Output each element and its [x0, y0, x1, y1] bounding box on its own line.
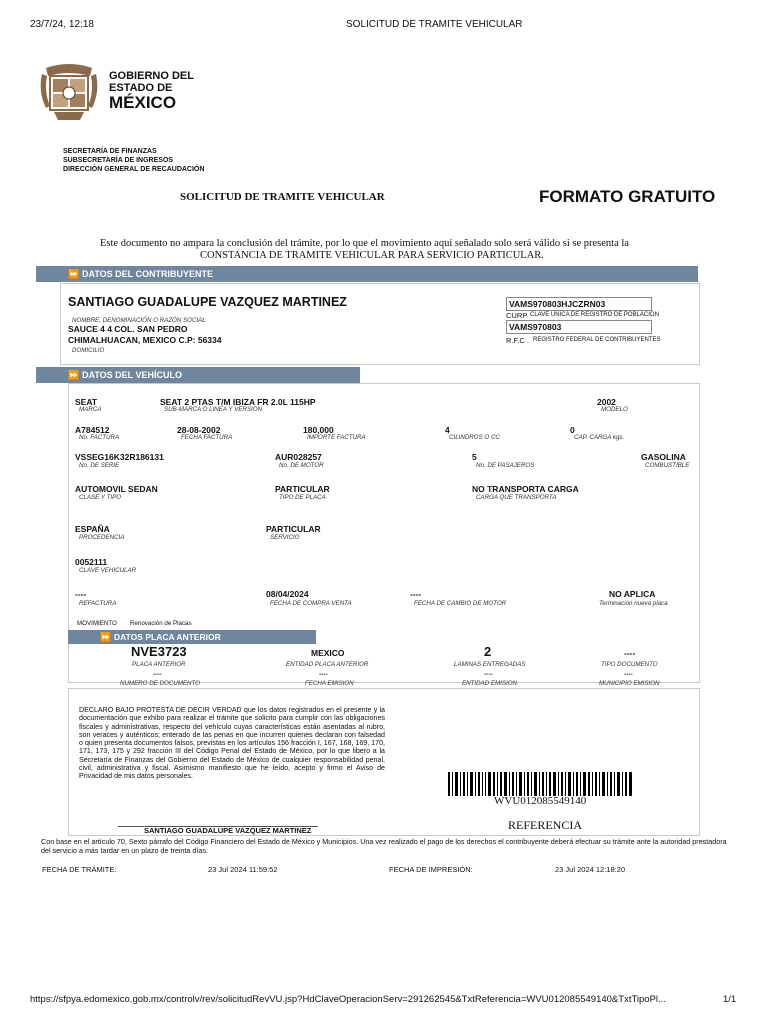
tipo-doc-label: TIPO DOCUMENTO — [601, 661, 658, 668]
document-title: SOLICITUD DE TRAMITE VEHICULAR — [180, 191, 385, 203]
curp-label-short: CURP — [506, 311, 528, 320]
entidad-label: ENTIDAD PLACA ANTERIOR — [286, 661, 369, 668]
fecha-tramite-value: 23 Jul 2024 11:59:52 — [208, 865, 278, 874]
section-contribuyente-title: DATOS DEL CONTRIBUYENTE — [82, 269, 214, 279]
fecha-impresion-label: FECHA DE IMPRESIÓN: — [389, 865, 473, 874]
fecha-compra-label: FECHA DE COMPRA VENTA — [270, 600, 352, 607]
municipio-value: ---- — [624, 671, 633, 678]
dependency-1: SECRETARÍA DE FINANZAS — [63, 148, 157, 155]
declaracion-text: DECLARO BAJO PROTESTA DE DECIR VERDAD que los datos registrados en el presente y la documentación que exhibo para realizar el trámite que solicito para cumplir con las obligaciones fiscales y administrativas, respecto del vehículo cuyas características están asentadas al rubro, son veraces y auténticos; enterado de las penas en que incurren quienes declaran con falsedad o quien presenta documentos falsos, previstas en los artículos 156 fracción I, 167, 168, 169, 170, 171, 173, 175 y 292 fracción III del Código Penal del Estado de México, por lo que libero a la Secretaría de Finanzas del Gobierno del Estado de México de cualquier responsabilidad penal, civil, administrativa y fiscal. Asimismo manifiesto que he leído, acepto y firmo el Aviso de Privacidad de mis datos personales. — [79, 706, 385, 781]
fecha-emision-label: FECHA EMISION — [305, 680, 354, 687]
footer-legal: Con base en el artículo 70, Sexto párrafo del Código Financiero del Estado de México y Municipios. Una vez realizado el pago de los derechos el contribuyente deberá efectuar su trámite ante la autoridad prestadora del servicio a más tardar en un plazo de treinta días. — [41, 837, 727, 855]
entidad-emision-label: ENTIDAD EMISION — [462, 680, 518, 687]
clave-label: CLAVE VEHICULAR — [79, 567, 137, 574]
logo-line-3: MÉXICO — [109, 93, 177, 112]
terminacion-label: Terminación nueva placa — [599, 600, 668, 607]
servicio-value: PARTICULAR — [266, 524, 321, 534]
motor-value: AUR028257 — [275, 452, 322, 462]
placa-value: NVE3723 — [131, 644, 187, 659]
logo-line-2: ESTADO DE — [109, 82, 173, 94]
fecha-factura-value: 28-08-2002 — [177, 425, 221, 435]
firma-nombre: SANTIAGO GUADALUPE VAZQUEZ MARTINEZ — [144, 826, 312, 835]
double-chevron-right-icon: ⏩ — [68, 370, 80, 380]
section-vehiculo-title: DATOS DEL VEHÍCULO — [82, 370, 183, 380]
fecha-tramite-label: FECHA DE TRÁMITE: — [42, 865, 117, 874]
notice-line-2: CONSTANCIA DE TRAMITE VEHICULAR PARA SERVICIO PARTICULAR. — [200, 250, 544, 261]
print-page-title: SOLICITUD DE TRAMITE VEHICULAR — [346, 19, 523, 30]
dependency-2: SUBSECRETARÍA DE INGRESOS — [63, 157, 174, 164]
carga-transporta-value: NO TRANSPORTA CARGA — [472, 484, 579, 494]
combustible-value: GASOLINA — [641, 452, 686, 462]
serie-label: No. DE SERIE — [79, 462, 120, 469]
curp-label: CLAVE UNICA DE REGISTRO DE POBLACIÓN — [530, 312, 659, 318]
carga-transporta-label: CARGA QUE TRANSPORTA — [476, 494, 557, 501]
placa-label: PLACA ANTERIOR — [132, 661, 186, 668]
serie-value: VSSEG16K32R186131 — [75, 452, 164, 462]
fecha-factura-label: FECHA FACTURA — [181, 434, 233, 441]
num-doc-label: NUMERO DE DOCUMENTO — [120, 680, 200, 687]
municipio-label: MUNICIPIO EMISION — [599, 680, 660, 687]
barcode — [448, 772, 632, 796]
cilindros-value: 4 — [445, 425, 450, 435]
entidad-value: MEXICO — [311, 648, 345, 658]
double-chevron-right-icon: ⏩ — [68, 269, 80, 279]
cambio-motor-label: FECHA DE CAMBIO DE MOTOR — [414, 600, 507, 607]
laminas-label: LAMINAS ENTREGADAS — [454, 661, 526, 668]
rfc-field: VAMS970803 — [506, 320, 652, 334]
refactura-value: ---- — [75, 589, 87, 599]
num-doc-value: ---- — [153, 671, 162, 678]
submarca-value: SEAT 2 PTAS T/M IBIZA FR 2.0L 115HP — [160, 397, 316, 407]
clase-value: AUTOMOVIL SEDAN — [75, 484, 158, 494]
domicilio-label: DOMICILIO — [72, 347, 105, 354]
laminas-value: 2 — [484, 644, 492, 659]
rfc-label-short: R.F.C . — [506, 336, 529, 345]
rfc-label: REGISTRO FEDERAL DE CONTRIBUYENTES — [533, 337, 661, 343]
clave-value: 0052111 — [75, 557, 108, 567]
terminacion-value: NO APLICA — [609, 589, 656, 599]
logo-line-1: GOBIERNO DEL — [109, 70, 194, 82]
section-contribuyente-bar — [36, 266, 698, 282]
carga-label: CAP. CARGA kgs. — [574, 434, 625, 441]
pasajeros-value: 5 — [472, 452, 477, 462]
referencia-label: REFERENCIA — [508, 818, 583, 832]
combustible-label: COMBUSTIBLE — [645, 462, 690, 469]
procedencia-value: ESPAÑA — [75, 524, 110, 534]
submarca-label: SUB-MARCA O LINEA Y VERSION — [164, 406, 262, 413]
contribuyente-nombre: SANTIAGO GUADALUPE VAZQUEZ MARTINEZ — [68, 295, 347, 309]
domicilio-line-1: SAUCE 4 4 COL. SAN PEDRO — [68, 324, 188, 334]
factura-value: A784512 — [75, 425, 110, 435]
servicio-label: SERVICIO — [270, 534, 300, 541]
fecha-emision-value: ---- — [319, 671, 328, 678]
formato-gratuito: FORMATO GRATUITO — [539, 187, 716, 206]
modelo-value: 2002 — [597, 397, 616, 407]
factura-label: No. FACTURA — [79, 434, 120, 441]
procedencia-label: PROCEDENCIA — [79, 534, 125, 541]
motor-label: No. DE MOTOR — [279, 462, 324, 469]
marca-label: MARCA — [79, 406, 102, 413]
fecha-compra-value: 08/04/2024 — [266, 589, 309, 599]
refactura-label: REFACTURA — [79, 600, 117, 607]
nombre-label: NOMBRE, DENOMINACIÓN O RAZÓN SOCIAL — [72, 317, 206, 324]
domicilio-line-2: CHIMALHUACAN, MEXICO C.P: 56334 — [68, 335, 222, 345]
movimiento-value: Renovación de Placas — [130, 620, 192, 627]
barcode-number: WVU012085549140 — [494, 795, 587, 807]
section-placa-title: DATOS PLACA ANTERIOR — [114, 632, 221, 642]
cambio-motor-value: ---- — [410, 589, 422, 599]
fecha-impresion-value: 23 Jul 2024 12:18:20 — [555, 865, 626, 874]
carga-value: 0 — [570, 425, 575, 435]
importe-label: IMPORTE FACTURA — [307, 434, 366, 441]
pasajeros-label: No. DE PASAJEROS — [476, 462, 535, 469]
tipo-doc-value: ---- — [624, 648, 636, 658]
entidad-emision-value: ---- — [484, 671, 493, 678]
notice-line-1: Este documento no ampara la conclusión del trámite, por lo que el movimiento aquí señalado solo será válido si se presenta la — [100, 238, 629, 249]
print-datetime: 23/7/24, 12:18 — [30, 19, 94, 30]
tipo-placa-value: PARTICULAR — [275, 484, 330, 494]
section-vehiculo-bar — [36, 367, 360, 383]
marca-value: SEAT — [75, 397, 98, 407]
importe-value: 180,000 — [303, 425, 334, 435]
state-coat-of-arms-icon — [38, 62, 100, 122]
cilindros-label: CILINDROS O CC — [449, 434, 500, 441]
tipo-placa-label: TIPO DE PLACA — [279, 494, 326, 501]
section-placa-bar — [68, 630, 316, 644]
modelo-label: MODELO — [601, 406, 628, 413]
print-page-count: 1/1 — [723, 994, 737, 1005]
clase-label: CLASE Y TIPO — [79, 494, 122, 501]
movimiento-label: MOVIMIENTO — [77, 620, 117, 627]
double-chevron-right-icon: ⏩ — [100, 632, 112, 642]
dependency-3: DIRECCIÓN GENERAL DE RECAUDACIÓN — [63, 166, 205, 173]
print-url: https://sfpya.edomexico.gob.mx/controlv/rev/solicitudRevVU.jsp?HdClaveOperacionServ=291262545&TxtReferencia=WVU012085549140&TxtTipoPl... — [30, 994, 666, 1005]
curp-field: VAMS970803HJCZRN03 — [506, 297, 652, 311]
